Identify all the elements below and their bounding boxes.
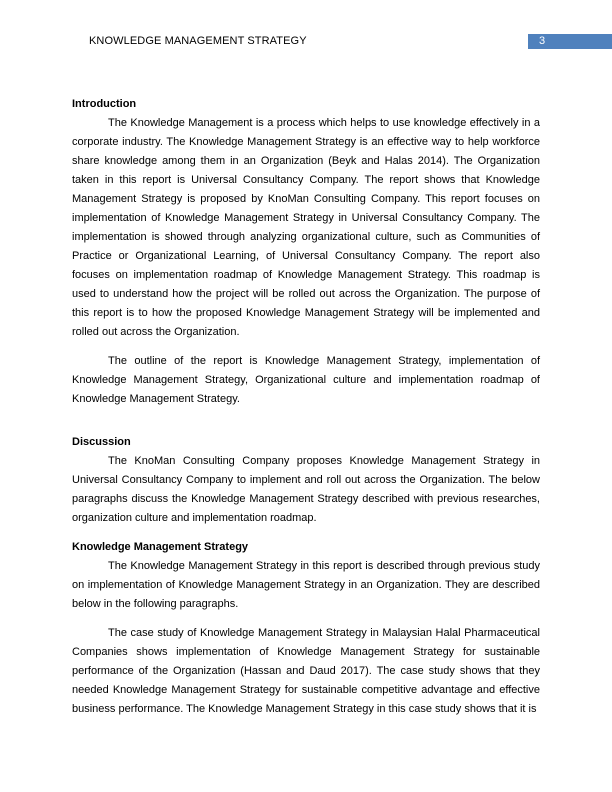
running-header-title: KNOWLEDGE MANAGEMENT STRATEGY [89,35,307,47]
introduction-heading: Introduction [72,98,137,110]
document-body [72,95,540,719]
introduction-paragraph-2: The outline of the report is Knowledge Management Strategy, implementation of Knowledge Management Strategy, Organizational culture and implementation roadmap of Knowledge Management Strategy. [72,355,540,405]
page-number-badge: 3 [528,34,612,49]
kms-heading: Knowledge Management Strategy [72,541,249,553]
kms-paragraph-2: The case study of Knowledge Management Strategy in Malaysian Halal Pharmaceutical Companies shows implementation of Knowledge Management Strategy for sustainable performance of the Organization (Hassan and Daud 2017). The case study shows that they needed Knowledge Management Strategy for sustainable competitive advantage and effective business performance. The Knowledge Management Strategy in this case study shows that it is [72,627,540,715]
discussion-paragraph-1: The KnoMan Consulting Company proposes Knowledge Management Strategy in Universal Consultancy Company to implement and roll out across the Organization. The below paragraphs discuss the Knowledge Management Strategy described with previous researches, organization culture and implementation roadmap. [72,455,540,524]
kms-paragraph-1: The Knowledge Management Strategy in this report is described through previous study on implementation of Knowledge Management Strategy in an Organization. They are described below in the following paragraphs. [72,560,540,610]
discussion-heading: Discussion [72,436,131,448]
introduction-paragraph-1: The Knowledge Management is a process which helps to use knowledge effectively in a corporate industry. The Knowledge Management Strategy is an effective way to help workforce share knowledge among them in an Organization (Beyk and Halas 2014). The Organization taken in this report is Universal Consultancy Company. The report shows that Knowledge Management Strategy is proposed by KnoMan Consulting Company. This report focuses on implementation of Knowledge Management Strategy in Universal Consultancy Company. The implementation is showed through analyzing organizational culture, such as Communities of Practice or Organizational Learning, of Universal Consultancy Company. The report also focuses on implementation roadmap of Knowledge Management Strategy. This roadmap is used to understand how the project will be rolled out across the Organization. The purpose of this report is to how the proposed Knowledge Management Strategy will be implemented and rolled out across the Organization. [72,117,540,338]
